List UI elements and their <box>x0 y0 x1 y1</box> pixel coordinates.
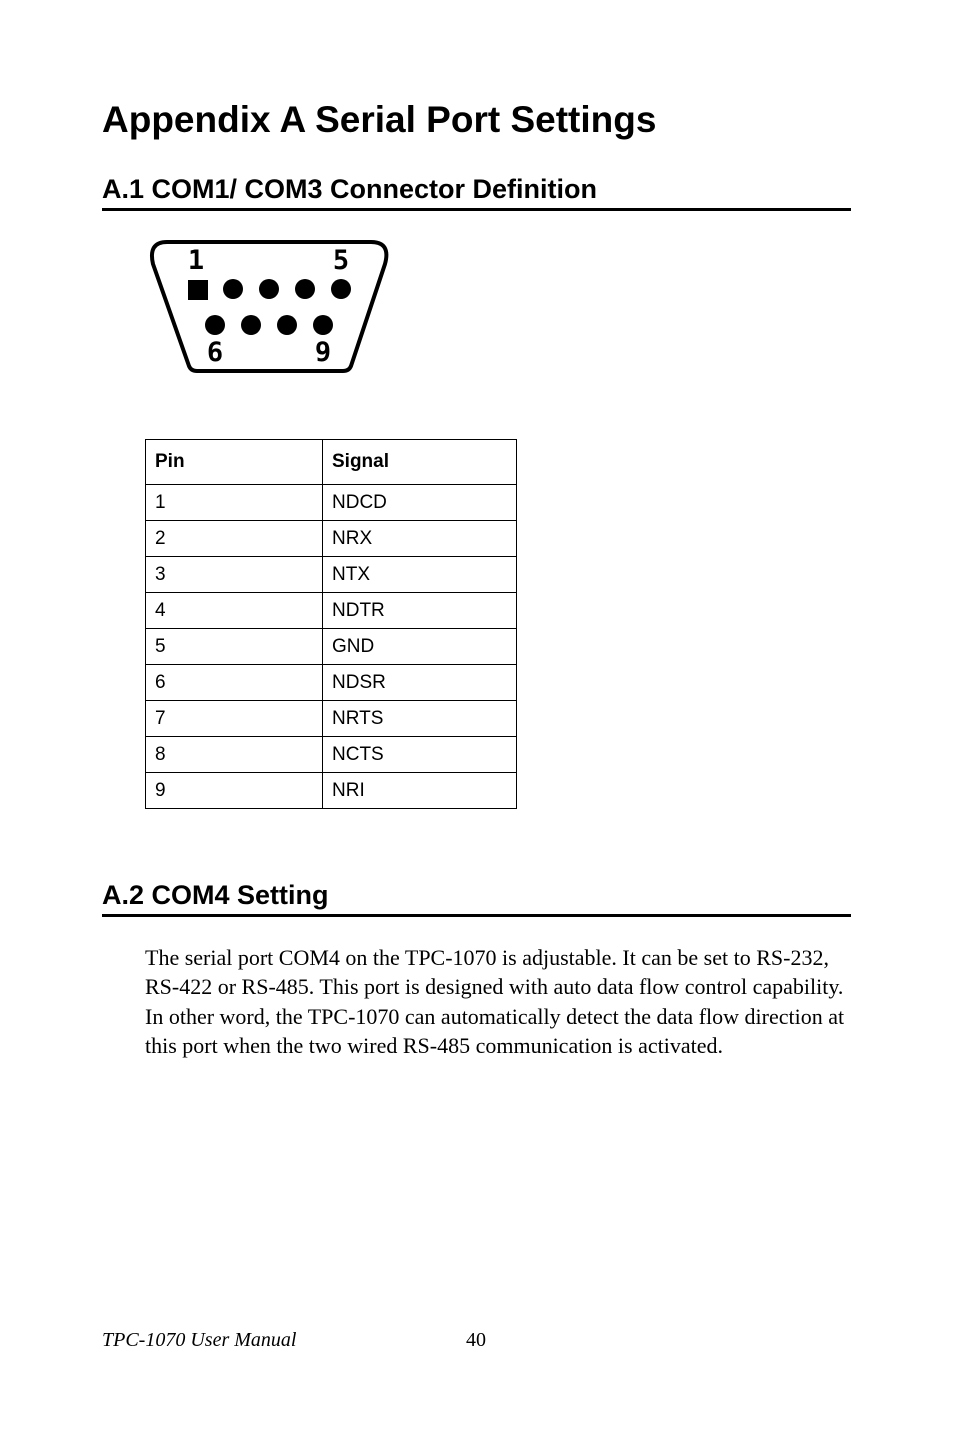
table-row <box>146 737 517 773</box>
signal-cell: NDTR <box>323 593 517 629</box>
pin-cell: 9 <box>146 773 323 809</box>
table-row <box>146 521 517 557</box>
table-row <box>146 485 517 521</box>
pin-7-dot <box>241 315 261 335</box>
pin-cell: 8 <box>146 737 323 773</box>
table-row <box>146 557 517 593</box>
signal-cell: NRI <box>323 773 517 809</box>
pin-cell: 5 <box>146 629 323 665</box>
section-heading-com4-setting: A.2 COM4 Setting <box>102 878 851 917</box>
table-header-row <box>146 440 517 485</box>
pin-3-dot <box>259 279 279 299</box>
pin-1-square-marker <box>188 280 208 300</box>
pin-label-9: 9 <box>314 337 332 368</box>
footer-page-number: 40 <box>466 1329 486 1351</box>
pin-cell: 1 <box>146 485 323 521</box>
pin-cell: 6 <box>146 665 323 701</box>
pin-cell: 2 <box>146 521 323 557</box>
signal-cell: NCTS <box>323 737 517 773</box>
table-row <box>146 629 517 665</box>
footer-manual-name: TPC-1070 User Manual <box>102 1329 297 1351</box>
signal-cell: NRX <box>323 521 517 557</box>
pin-label-6: 6 <box>206 337 224 368</box>
pin-signal-table <box>145 439 517 809</box>
column-header-signal: Signal <box>323 440 517 485</box>
table-row <box>146 701 517 737</box>
table-row <box>146 593 517 629</box>
pin-label-1: 1 <box>187 245 205 276</box>
signal-cell: GND <box>323 629 517 665</box>
com4-description-paragraph: The serial port COM4 on the TPC-1070 is adjustable. It can be set to RS-232, RS-422 or RS-485. This port is designed with auto data flow control capability. In other word, the TPC-1070 can automatically detect the data flow direction at this port when the two wired RS-485 communication is activated. <box>145 945 845 1058</box>
pin-5-dot <box>331 279 351 299</box>
table-row <box>146 665 517 701</box>
column-header-pin: Pin <box>146 440 323 485</box>
pin-9-dot <box>313 315 333 335</box>
pin-8-dot <box>277 315 297 335</box>
db9-connector-diagram <box>145 236 395 376</box>
page-title: Appendix A Serial Port Settings <box>102 99 657 140</box>
section-heading-connector-definition: A.1 COM1/ COM3 Connector Definition <box>102 172 851 211</box>
signal-cell: NDSR <box>323 665 517 701</box>
pin-2-dot <box>223 279 243 299</box>
pin-cell: 7 <box>146 701 323 737</box>
pin-cell: 4 <box>146 593 323 629</box>
pin-4-dot <box>295 279 315 299</box>
pin-label-5: 5 <box>332 245 350 276</box>
table-row <box>146 773 517 809</box>
signal-cell: NDCD <box>323 485 517 521</box>
signal-cell: NRTS <box>323 701 517 737</box>
pin-cell: 3 <box>146 557 323 593</box>
pin-6-dot <box>205 315 225 335</box>
signal-cell: NTX <box>323 557 517 593</box>
